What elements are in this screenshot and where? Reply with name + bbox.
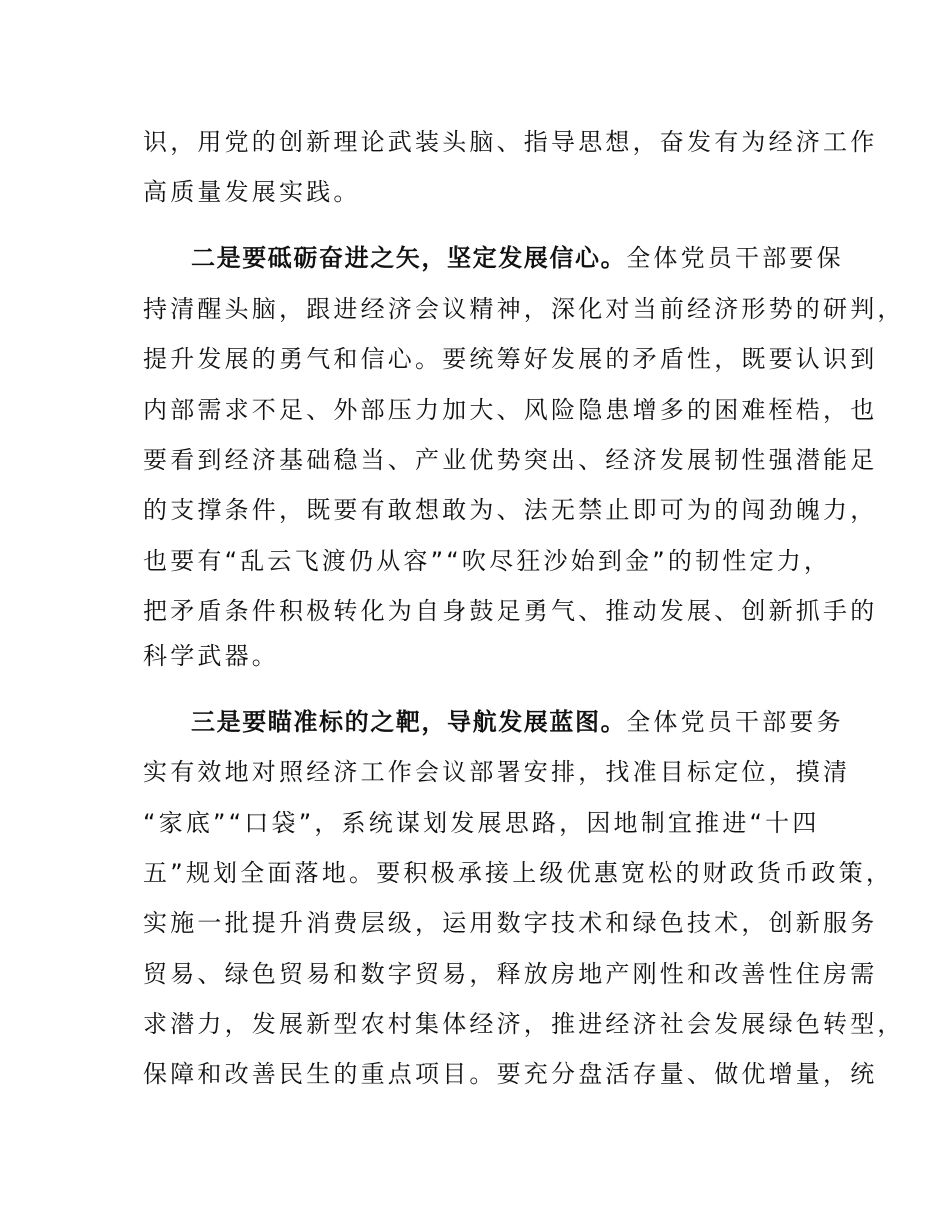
paragraph-3-heading: 三是要瞄准标的之靶，导航发展蓝图。 <box>191 708 627 736</box>
paragraph-2-line-2: 持清醒头脑，跟进经济会议精神，深化对当前经济形势的研判， <box>143 295 905 323</box>
paragraph-2-first-line <box>191 243 844 273</box>
paragraph-1-line-2: 高质量发展实践。 <box>143 178 361 206</box>
paragraph-2-line-3: 提升发展的勇气和信心。要统筹好发展的矛盾性，既要认识到 <box>143 345 878 373</box>
paragraph-3-first-line-rest: 全体党员干部要务 <box>626 708 844 736</box>
paragraph-3-line-6: 贸易、绿色贸易和数字贸易，释放房地产刚性和改善性住房需 <box>143 960 878 988</box>
paragraph-3-line-3: “家底”“口袋”，系统谋划发展思路，因地制宜推进“十四 <box>143 809 820 837</box>
paragraph-2-line-9: 科学武器。 <box>143 642 279 670</box>
paragraph-2-line-8: 把矛盾条件积极转化为自身鼓足勇气、推动发展、创新抓手的 <box>143 597 878 625</box>
paragraph-3-line-2: 实有效地对照经济工作会议部署安排，找准目标定位，摸清 <box>143 758 851 786</box>
paragraph-3-line-8: 保障和改善民生的重点项目。要充分盘活存量、做优增量，统 <box>143 1060 878 1088</box>
paragraph-2-line-4: 内部需求不足、外部压力加大、风险隐患增多的困难桎梏，也 <box>143 396 878 424</box>
paragraph-3-first-line <box>191 707 844 737</box>
paragraph-3-line-4: 五”规划全面落地。要积极承接上级优惠宽松的财政货币政策， <box>143 859 894 887</box>
paragraph-3-line-7: 求潜力，发展新型农村集体经济，推进经济社会发展绿色转型， <box>143 1010 905 1038</box>
paragraph-2-heading: 二是要砥砺奋进之矢，坚定发展信心。 <box>191 244 627 272</box>
paragraph-2-line-7: 也要有“乱云飞渡仍从容”“吹尽狂沙始到金”的韧性定力， <box>143 547 832 575</box>
paragraph-2-line-6: 的支撑条件，既要有敢想敢为、法无禁止即可为的闯劲魄力， <box>143 496 878 524</box>
paragraph-1-line-1: 识，用党的创新理论武装头脑、指导思想，奋发有为经济工作 <box>143 128 878 156</box>
paragraph-3-line-5: 实施一批提升消费层级，运用数字技术和绿色技术，创新服务 <box>143 909 878 937</box>
paragraph-2-first-line-rest: 全体党员干部要保 <box>626 244 844 272</box>
paragraph-2-line-5: 要看到经济基础稳当、产业优势突出、经济发展韧性强潜能足 <box>143 446 878 474</box>
